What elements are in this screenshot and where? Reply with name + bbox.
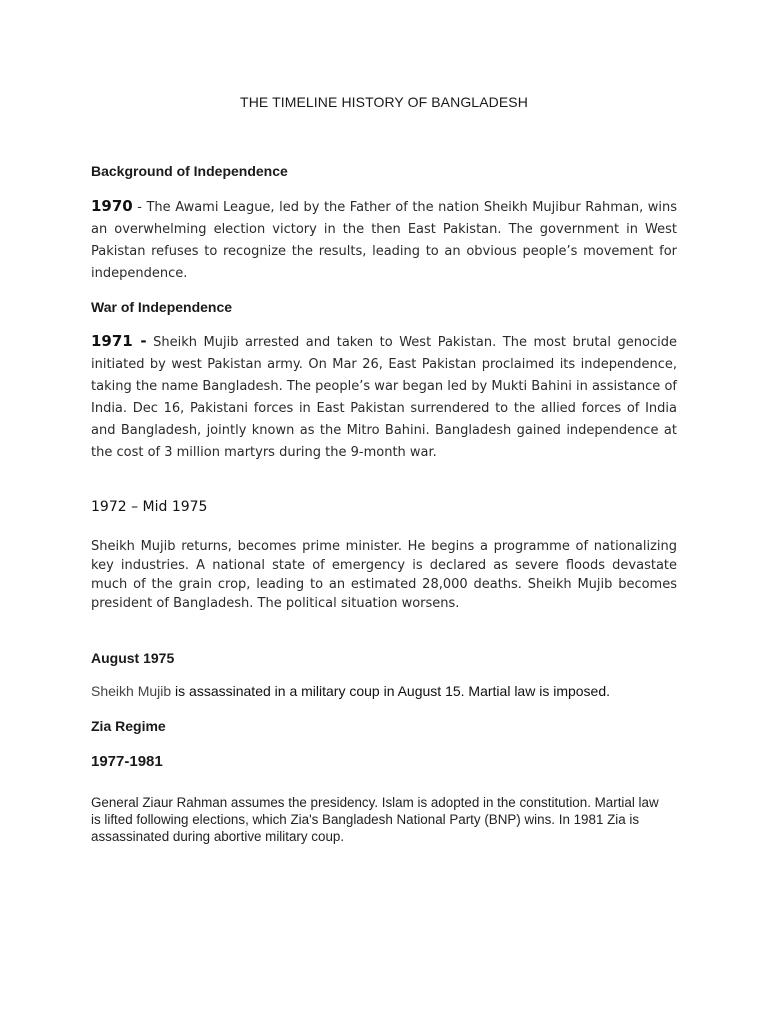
heading-august-1975: August 1975 xyxy=(91,650,175,666)
paragraph-1971 xyxy=(91,330,677,464)
year-1971: 1971 - xyxy=(91,332,147,350)
heading-1972-1975: 1972 – Mid 1975 xyxy=(91,499,208,515)
paragraph-1970 xyxy=(91,195,677,285)
text-1971: Sheikh Mujib arrested and taken to West Pakistan. The most brutal genocide initiated by west Pakistan army. On Mar 26, East Pakistan proclaimed its independence, taking the name Bangladesh. The people’s war began led by Mukti Bahini in assistance of India. Dec 16, Pakistani forces in East Pakistan surrendered to the allied forces of India and Bangladesh, jointly known as the Mitro Bahini. Bangladesh gained independence at the cost of 3 million martyrs during the 9-month war. xyxy=(91,335,677,460)
heading-war: War of Independence xyxy=(91,299,233,315)
text-1970: - The Awami League, led by the Father of the nation Sheikh Mujibur Rahman, wins an overwhelming election victory in the then East Pakistan. The government in West Pakistan refuses to recognize the results, leading to an obvious people’s movement for independence. xyxy=(91,200,677,281)
heading-1977-1981: 1977-1981 xyxy=(91,753,163,770)
heading-background: Background of Independence xyxy=(91,163,288,179)
heading-zia-regime: Zia Regime xyxy=(91,718,166,734)
paragraph-august-1975 xyxy=(91,683,677,699)
paragraph-zia: General Ziaur Rahman assumes the presidency. Islam is adopted in the constitution. Martial law is lifted following elections, which Zia's Bangladesh National Party (BNP) wins. In 1981 Zia is assassinated during abortive military coup. xyxy=(91,795,659,844)
year-1970: 1970 xyxy=(91,197,133,215)
name-sheikh-mujib: Sheikh Mujib xyxy=(91,683,172,699)
paragraph-1972-1975: Sheikh Mujib returns, becomes prime minister. He begins a programme of nationalizing key industries. A national state of emergency is declared as severe floods devastate much of the grain crop, leading to an estimated 28,000 deaths. Sheikh Mujib becomes president of Bangladesh. The political situation worsens. xyxy=(91,539,677,611)
document-title: THE TIMELINE HISTORY OF BANGLADESH xyxy=(240,94,528,110)
text-august-1975: is assassinated in a military coup in August 15. Martial law is imposed. xyxy=(171,683,611,699)
